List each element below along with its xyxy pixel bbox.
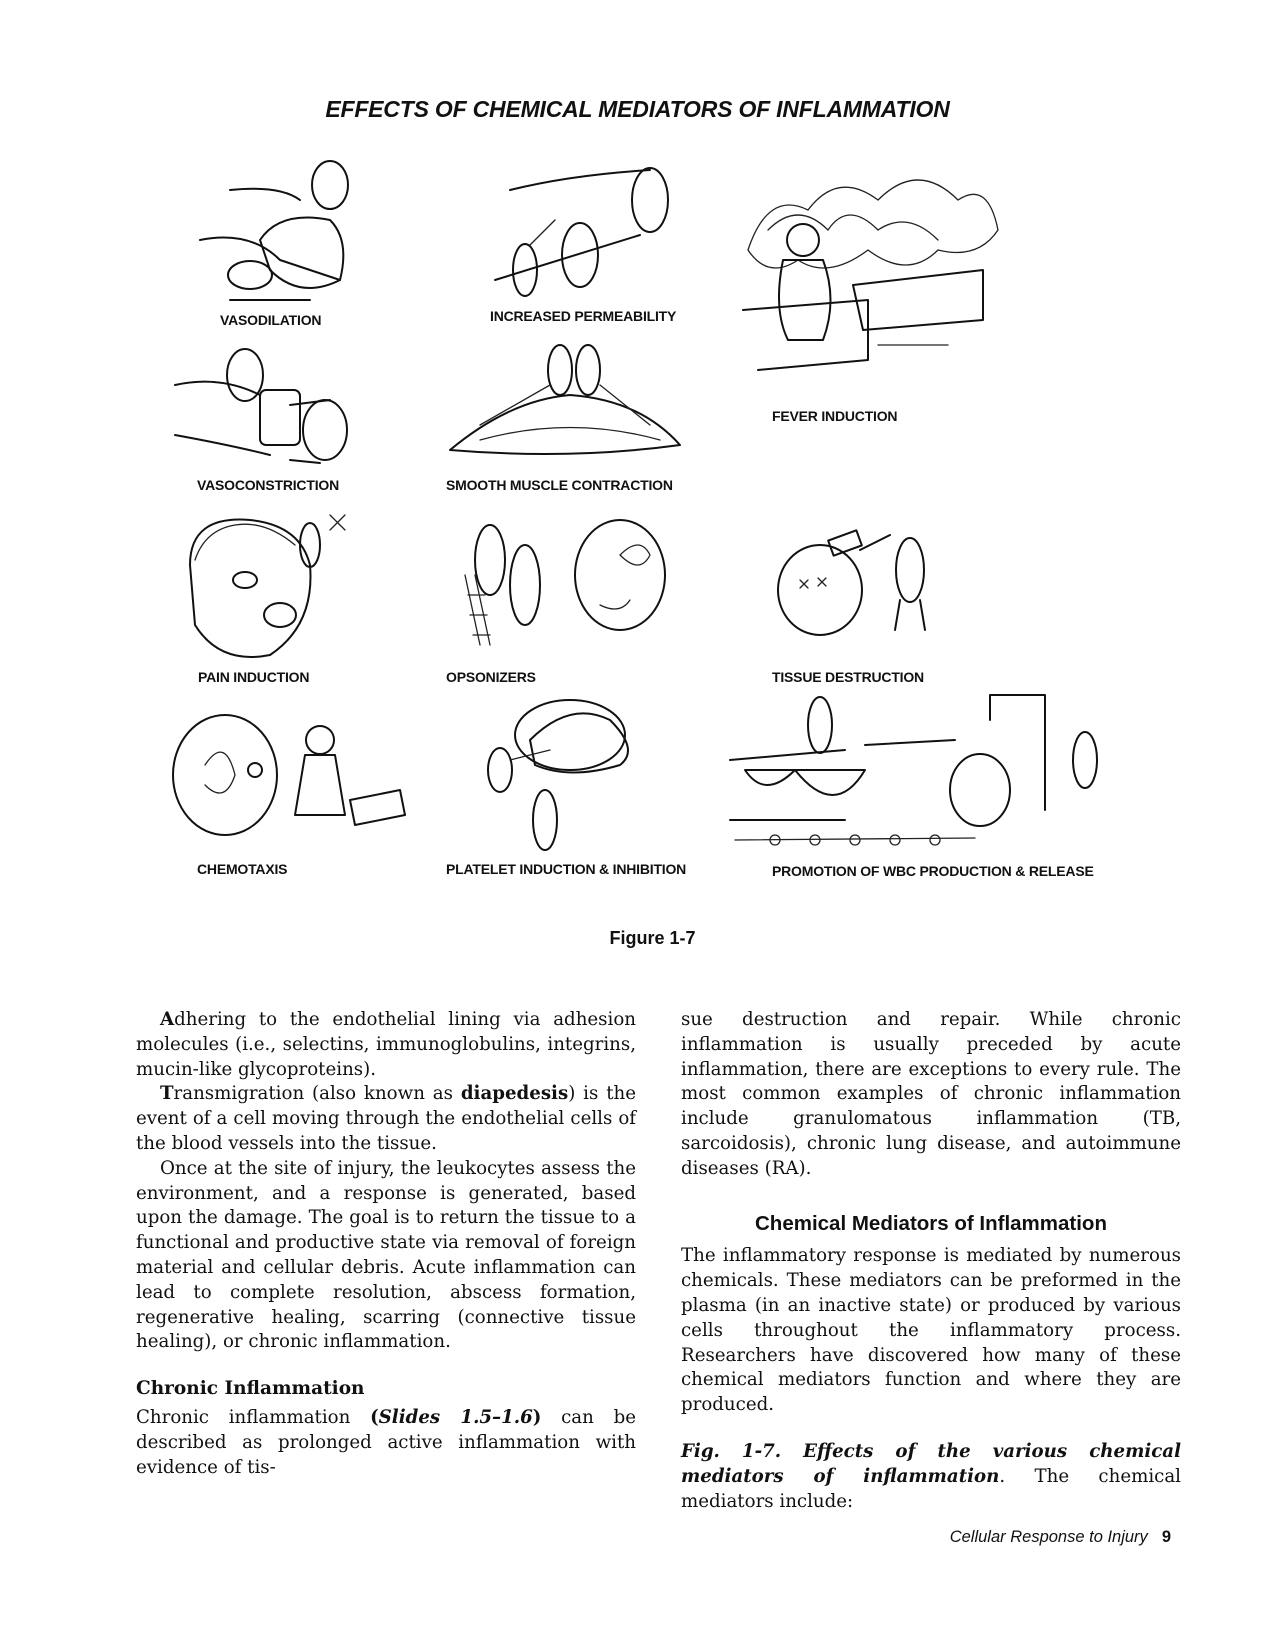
wbc-production-illustration <box>725 690 1115 850</box>
page-footer <box>950 1528 1171 1547</box>
paragraph-figure-reference <box>681 1440 1181 1514</box>
pain-induction-illustration <box>170 505 390 665</box>
slides-reference: Slides 1.5–1.6 <box>378 1406 533 1428</box>
panel-label: FEVER INDUCTION <box>772 408 898 424</box>
paragraph-mediators: The inflammatory response is mediated by numerous chemicals. These mediators can be preformed in the plasma (in an inactive state) or produced by various cells throughout the inflammatory process. Researchers have discovered how many of these chemical mediators function and where they are produced. <box>681 1245 1181 1416</box>
panel-label: PAIN INDUCTION <box>198 669 310 685</box>
chemotaxis-illustration <box>165 705 425 855</box>
dropcap-a: A <box>160 1009 175 1030</box>
panel-label: INCREASED PERMEABILITY <box>490 308 677 324</box>
panel-fever-induction <box>728 160 1008 435</box>
figure-reference: Fig. 1-7. Effects of the various chemical mediators of inflammation <box>681 1440 1181 1487</box>
vasoconstriction-illustration <box>170 345 410 475</box>
paragraph-text: ) is the event of a cell moving through the endothelial cells of the blood vessels into the tissue. <box>136 1083 636 1154</box>
panel-label: PROMOTION OF WBC PRODUCTION & RELEASE <box>772 863 1094 879</box>
panel-opsonizers <box>440 505 680 695</box>
panel-label: OPSONIZERS <box>446 669 536 685</box>
paragraph-text: can be described as prolonged active inflammation with evidence of tis- <box>136 1406 636 1478</box>
panel-label: VASOCONSTRICTION <box>197 477 339 493</box>
panel-platelet-induction <box>440 690 700 885</box>
paragraph-adhering <box>136 1008 636 1082</box>
smooth-muscle-illustration <box>440 340 690 470</box>
vasodilation-illustration <box>190 150 440 310</box>
fever-induction-illustration <box>728 160 1008 400</box>
paragraph-transmigration <box>136 1082 636 1156</box>
figure-title: EFFECTS OF CHEMICAL MEDIATORS OF INFLAMMATION <box>325 96 950 122</box>
paragraph-text: Chronic inflammation <box>136 1406 371 1428</box>
panel-label: PLATELET INDUCTION & INHIBITION <box>446 861 687 877</box>
subheading-chronic-inflammation: Chronic Inflammation <box>136 1378 365 1400</box>
panel-vasodilation <box>190 150 440 340</box>
paragraph-chronic <box>136 1406 636 1480</box>
increased-permeability-illustration <box>470 160 690 310</box>
tissue-destruction-illustration <box>770 520 970 660</box>
paragraph-tissue-destruction: sue destruction and repair. While chronic inflammation is usually preceded by acute inflammation, there are exceptions to every rule. The most common examples of chronic inflammation include granulomatous inflammation (TB, sarcoidosis), chronic lung disease, and autoimmune diseases (RA). <box>681 1009 1181 1179</box>
panel-vasoconstriction <box>170 345 410 505</box>
panel-label: VASODILATION <box>220 312 322 328</box>
panel-increased-permeability <box>470 160 690 340</box>
paragraph-text: dhering to the endothelial lining via adhesion molecules (i.e., selectins, immunoglobulins, integrins, mucin-like glycoproteins). <box>136 1009 636 1080</box>
running-footer-title: Cellular Response to Injury <box>949 1528 1148 1546</box>
platelet-induction-illustration <box>440 690 700 855</box>
page-number: 9 <box>1161 1528 1171 1546</box>
panel-pain-induction <box>170 505 390 695</box>
term-diapedesis: diapedesis <box>460 1083 569 1105</box>
panel-smooth-muscle-contraction <box>440 340 690 505</box>
paragraph-text: . The chemical mediators include: <box>681 1465 1181 1512</box>
paren-open: ( <box>370 1406 379 1428</box>
dropcap-t: T <box>160 1083 174 1105</box>
panel-tissue-destruction <box>770 520 970 695</box>
panel-label: CHEMOTAXIS <box>197 861 288 877</box>
section-heading: Chemical Mediators of Inflammation <box>755 1211 1107 1235</box>
panel-label: SMOOTH MUSCLE CONTRACTION <box>446 477 673 493</box>
paragraph-text: ransmigration (also known as <box>173 1083 461 1105</box>
panel-chemotaxis <box>165 705 425 885</box>
panel-wbc-production <box>725 690 1115 885</box>
opsonizers-illustration <box>440 505 680 665</box>
right-column <box>681 1008 1181 1514</box>
figure-caption: Figure 1-7 <box>609 928 696 948</box>
left-column <box>136 1008 636 1480</box>
paragraph-site-of-injury: Once at the site of injury, the leukocytes assess the environment, and a response is generated, based upon the damage. The goal is to return the tissue to a functional and productive state via removal of foreign material and cellular debris. Acute inflammation can lead to complete resolution, abscess formation, regenerative healing, scarring (connective tissue healing), or chronic inflammation. <box>136 1157 636 1353</box>
paren-close: ) <box>532 1406 542 1428</box>
panel-label: TISSUE DESTRUCTION <box>772 669 924 685</box>
